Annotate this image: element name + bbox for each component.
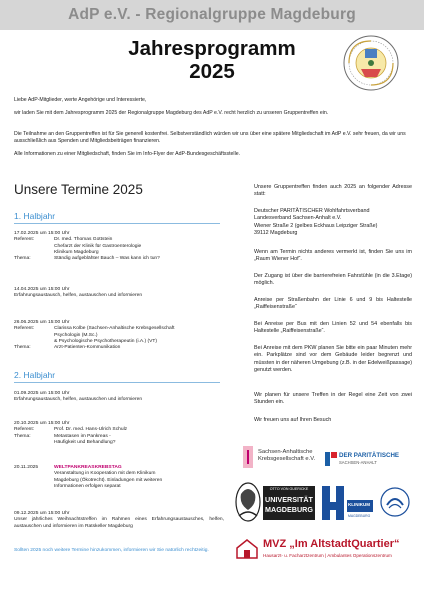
paritaetische-name: DER PARITÄTISCHE (339, 452, 400, 459)
address-line-3: Wiener Straße 2 (gelbes Eckhaus Leipziger Straße) (254, 222, 378, 229)
mvz-subtitle: Hausarzt- u. Facharztzentrum | Ambulantes Operationszentrum (263, 553, 392, 558)
round-seal-logo (380, 487, 410, 517)
divider-first-half (14, 223, 220, 224)
referent-role-2: & Psychologische Psychotherapeutin (i.A.) (VT) (54, 338, 158, 344)
address-line-2: Landesverband Sachsen-Anhalt e.V. (254, 215, 342, 222)
event-description: Unser jährliches Weihnachtstreffen im Rahmen eines Erfahrungsaustausches, helfen, austauschen und informieren im Ratskeller Magdeburg (14, 517, 224, 529)
page-title-year: 2025 (189, 60, 235, 83)
access-note: Der Zugang ist über die barrierefreien Fahrstühle (in die 3.Etage) möglich. (254, 273, 412, 287)
krebsgesellschaft-icon (240, 446, 256, 468)
mvz-title: MVZ „Im AltstadtQuartier“ (263, 538, 400, 550)
venue-intro: Unsere Gruppentreffen finden auch 2025 an folgender Adresse statt: (254, 184, 412, 198)
event-6 (14, 465, 224, 490)
guericke-portrait-icon (235, 482, 261, 522)
event-topic: Arzt-Patienten-Kommunikation (54, 345, 121, 351)
room-note: Wenn am Termin nichts anderes vermerkt ist, finden Sie uns im „Raum Wiener Hof“. (254, 249, 412, 263)
event-line-2: Magdeburg (Ökotrecht). Einladungen mit weiteren (54, 477, 163, 483)
referent-name: Clarissa Kolbe (Sachsen-Anhaltische Krebsgesellschaft (54, 326, 175, 332)
topic-label: Thema: (14, 433, 31, 439)
event-date: 01.09.2025 um 15:00 Uhr (14, 391, 70, 396)
mvz-logo (235, 536, 415, 566)
event-5 (14, 421, 224, 446)
intro-greeting: Liebe AdP-Mitglieder, werte Angehörige und Interessierte, (14, 97, 147, 103)
intro-invitation: wir laden Sie mit dem Jahresprogramm 2025 der Regionalgruppe Magdeburg des AdP e.V. recht herzlich zu unseren Gruppentreffen ein. (14, 110, 329, 116)
event-topic-2: Häufigkeit und Behandlung? (54, 439, 116, 445)
klinikum-logo (320, 484, 376, 524)
referent-label: Referent: (14, 326, 35, 332)
krebsgesellschaft-logo (240, 444, 320, 470)
heading-first-half: 1. Halbjahr (14, 211, 56, 221)
ovgu-city: MAGDEBURG (265, 505, 313, 514)
referent-name: Prof. Dr. med. Hans-Ulrich Schulz (54, 427, 128, 433)
referent-name: Dr. med. Thomas Gottstein (54, 237, 113, 243)
event-date: 17.02.2025 um 15:00 Uhr (14, 231, 70, 236)
paritaetische-logo (325, 450, 409, 470)
tram-directions: Anreise per Straßenbahn der Linie 6 und 9 bis Haltestelle „Raiffeisenstraße“ (254, 297, 412, 311)
event-line: Veranstaltung in Kooperation mit dem Klinikum (54, 471, 156, 477)
klinikum-name: KLINIKUM (348, 502, 370, 507)
event-1 (14, 231, 224, 262)
referent-affiliation: Klinikum Magdeburg (54, 249, 99, 255)
krebsgesellschaft-name: Sachsen-Anhaltische (258, 449, 313, 455)
event-topic: Metastasen im Pankreas - (54, 433, 111, 439)
event-date: 20.11.2025 (14, 465, 39, 470)
bus-directions: Bei Anreise per Bus mit den Linien 52 und 54 ebenfalls bis Haltestelle „Raiffeisenstraße“. (254, 321, 412, 335)
event-date: 20.10.2025 um 15:00 Uhr (14, 421, 70, 426)
event-topic: Ständig aufgeblähter Bauch – Was kann ich tun? (54, 256, 160, 262)
paritaetische-icon (325, 452, 337, 466)
klinikum-city: MAGDEBURG (348, 514, 371, 518)
header-banner: AdP e.V. - Regionalgruppe Magdeburg (0, 0, 424, 30)
event-date: 26.06.2025 um 15:00 Uhr (14, 320, 70, 325)
event-2 (14, 287, 224, 300)
event-line-3: Informationen erfolgen separat (54, 483, 121, 489)
krebsgesellschaft-name-2: Krebsgesellschaft e.V. (258, 456, 316, 462)
event-7 (14, 511, 224, 530)
intro-participation: Die Teilnahme an den Gruppentreffen ist für Sie generell kostenfrei. Selbstverständlich würden wir uns über eine spätere Mitgliedschaft im AdP e.V. sehr freuen, da wir uns ausschließlich aus Spenden und Mitgliedsbeiträgen finanzieren. (14, 131, 406, 145)
address-line-4: 39112 Magdeburg (254, 229, 298, 236)
address-line: Deutscher PARITÄTISCHER Wohlfahrtsverband (254, 208, 370, 214)
duration-note: Wir planen für unsere Treffen in der Regel eine Zeit von zwei Stunden ein. (254, 392, 412, 406)
page-title: Jahresprogramm (128, 37, 296, 60)
referent-label: Referent: (14, 237, 35, 243)
referent-role: Psychologin (M.Sc.) (54, 332, 98, 338)
paritaetische-region: SACHSEN-ANHALT (339, 460, 377, 465)
event-description: Erfahrungsaustausch, helfen, austauschen und informieren (14, 397, 143, 403)
intro-membership-info: Alle Informationen zu einer Mitgliedschaft, finden Sie im Info-Flyer der AdP-Bundesgeschäftsstelle. (14, 151, 241, 157)
event-date: 14.04.2025 um 15:00 Uhr (14, 287, 70, 292)
event-date: 09.12.2025 um 15:00 Uhr (14, 511, 70, 516)
venue-address (254, 208, 412, 237)
adp-seal-logo (343, 35, 399, 91)
ovgu-logo (235, 480, 317, 526)
car-directions: Bei Anreise mit dem PKW planen Sie bitte ein paar Minuten mehr ein. Parkplätze sind vor dem Gebäude leider begrenzt und müssten in der näheren Umgebung (z.B. in der Edelweißpassage) genutzt werden. (254, 345, 412, 373)
event-4 (14, 391, 224, 404)
referent-role: Chefarzt der Klinik für Gastroenterologie (54, 243, 142, 249)
mvz-building-icon (235, 538, 259, 560)
topic-label: Thema: (14, 345, 31, 351)
topic-label: Thema: (14, 256, 31, 262)
world-day-highlight: WELTPANKREASKREBSTAG (54, 465, 122, 470)
ovgu-top-text: OTTO VON GUERICKE (269, 487, 309, 491)
additional-dates-note: Sollten 2025 noch weitere Termine hinzukommen, informieren wir Sie natürlich rechtzeitig. (14, 548, 209, 553)
event-3 (14, 320, 224, 351)
divider-second-half (14, 382, 220, 383)
section-title-termine: Unsere Termine 2025 (14, 182, 143, 197)
ovgu-university: UNIVERSITÄT (265, 495, 313, 504)
heading-second-half: 2. Halbjahr (14, 370, 56, 380)
referent-label: Referent: (14, 427, 35, 433)
event-description: Erfahrungsaustausch, helfen, austauschen und informieren (14, 293, 143, 299)
closing-note: Wir freuen uns auf Ihren Besuch (254, 417, 332, 423)
